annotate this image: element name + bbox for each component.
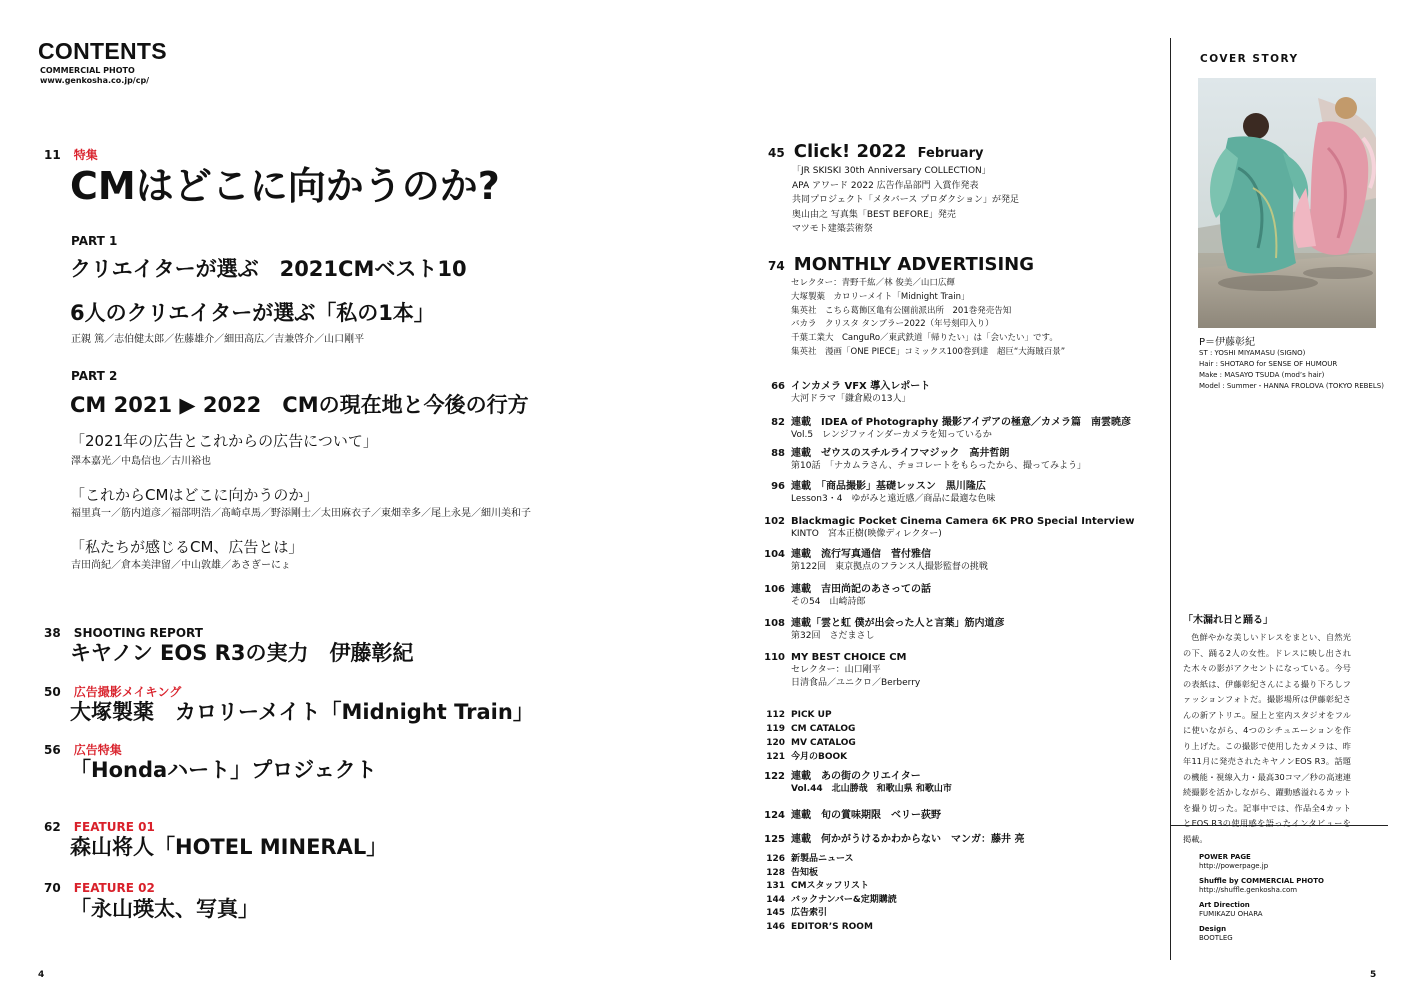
part2-section-3-names: 吉田尚紀／倉本美津留／中山敦雄／あさぎーにょ [71, 560, 291, 571]
page-number: 124 [764, 810, 785, 821]
list-item: 共同プロジェクト「メタバース プロダクション」が発足 [792, 195, 1019, 205]
click-month: February [917, 146, 984, 161]
list-item[interactable]: 131 CMスタッフリスト [766, 881, 870, 892]
part1-subheading[interactable]: 6人のクリエイターが選ぶ「私の1本」 [70, 301, 435, 325]
list-item: セレクター：青野千紘／林 俊美／山口広輝 [791, 278, 955, 288]
staff-entry: Design BOOTLEG [1199, 925, 1233, 942]
folio-left: 4 [38, 970, 45, 980]
entry-tag: SHOOTING REPORT [73, 626, 203, 640]
monthly-header[interactable] [768, 254, 1034, 275]
entry-title: 連載「雲と虹 僕が出会った人と言葉」筋内道彦 [791, 618, 1005, 629]
part2-section-3[interactable]: 「私たちが感じるCM、広告とは」 [70, 538, 304, 556]
list-item[interactable]: 128 告知板 [766, 867, 819, 878]
list-item: 大塚製薬 カロリーメイト「Midnight Train」 [791, 291, 970, 302]
page-number: 62 [44, 820, 61, 834]
feature-header [44, 144, 98, 163]
toc-entry [44, 681, 181, 700]
part2-label: PART 2 [71, 369, 118, 383]
column-divider [1170, 38, 1171, 960]
page-number: 56 [44, 743, 61, 757]
part2-section-1-names: 澤本嘉光／中島信也／古川裕也 [71, 456, 211, 467]
toc-entry[interactable] [745, 515, 1135, 541]
list-item: 集英社 漫画「ONE PIECE」コミックス100巻到達 超巨“大海賊百景” [791, 346, 1066, 357]
staff-entry: POWER PAGE http://powerpage.jp [1199, 853, 1269, 870]
page-number: 66 [771, 381, 785, 392]
entry-title: 連載 ゼウスのスチルライフマジック 高井哲朗 [791, 448, 1010, 459]
entry-title[interactable]: キヤノン EOS R3の実力 伊藤彰紀 [70, 641, 414, 665]
staff-entry: Shuffle by COMMERCIAL PHOTO http://shuffle.genkosha.com [1199, 877, 1324, 894]
page-number: 108 [764, 618, 785, 629]
entry-title: 連載 「商品撮影」基礎レッスン 黒川隆広 [791, 481, 986, 492]
part1-heading[interactable]: クリエイターが選ぶ 2021CMベスト10 [70, 257, 467, 281]
short-list [745, 708, 856, 764]
monthly-title: MONTHLY ADVERTISING [793, 254, 1035, 275]
entry-sub: Vol.5 レンジファインダーカメラを知っているか [791, 430, 992, 440]
list-item[interactable]: 145 広告索引 [766, 908, 828, 919]
toc-entry[interactable] [745, 617, 1004, 643]
entry-sub: 大河ドラマ「鎌倉殿の13人」 [791, 394, 911, 404]
page-number: 110 [764, 652, 785, 663]
click-title: Click! 2022 [793, 141, 907, 162]
part2-section-1[interactable]: 「2021年の広告とこれからの広告について」 [70, 432, 378, 450]
list-item[interactable]: 144 バックナンバー&定期購読 [766, 894, 897, 905]
page-number: 82 [771, 417, 785, 428]
toc-entry[interactable] [745, 447, 1086, 473]
page-number: 70 [44, 881, 61, 895]
click-items [792, 164, 1019, 237]
essay-body: 色鮮やかな美しいドレスをまとい、自然光の下、踊る2人の女性。ドレスに映し出された木々の影がアクセントになっている。今号の表紙は、伊藤彰紀さんによる撮り下ろしファッションフォトだ。撮影場所は伊藤彰紀さんの新アトリエ。屋上と室内スタジオをフルに使いながら、4つのシチュエーションを作り上げた。この撮影で使用したカメラは、昨年11月に発売されたキヤノンEOS R3。話題の機能・視線入力・最高30コマ／秒の高速連続撮影を活かしながら、躍動感溢れるカットを撮り切った。記事中では、作品全4カットとEOS R3の使用感を語ったインタビューを掲載。 [1183, 632, 1351, 844]
credit-line: Model : Summer・HANNA FROLOVA (TOKYO REBELS) [1199, 382, 1384, 390]
toc-entry[interactable] [745, 416, 1131, 442]
toc-entry[interactable] [745, 833, 1024, 846]
entry-tag: 広告撮影メイキング [73, 685, 182, 699]
staff-link[interactable]: http://powerpage.jp [1199, 862, 1269, 870]
entry-sub: KINTO 宮本正樹(映像ディレクター) [791, 529, 942, 539]
short-list [745, 853, 897, 935]
part2-section-2[interactable]: 「これからCMはどこに向かうのか」 [70, 486, 319, 504]
publication-url[interactable]: www.genkosha.co.jp/cp/ [40, 76, 150, 85]
list-item: 千葉工業大 CanguRo／東武鉄道「帰りたい」は「会いたい」です。 [791, 333, 1058, 344]
cover-photo[interactable] [1198, 78, 1376, 328]
list-item[interactable]: 112 PICK UP [766, 710, 832, 720]
page-number: 11 [44, 148, 61, 162]
entry-sub: 日清食品／ユニクロ／Berberry [791, 678, 921, 688]
click-header[interactable] [768, 141, 983, 162]
entry-sub: Lesson3・4 ゆがみと遠近感／商品に最適な色味 [791, 494, 996, 504]
monthly-items [791, 277, 1065, 360]
entry-title[interactable]: 大塚製薬 カロリーメイト「Midnight Train」 [70, 700, 534, 724]
page-number: 104 [764, 549, 785, 560]
entry-sub: 第122回 東京拠点のフランス人撮影監督の挑戦 [791, 562, 988, 572]
entry-title: MY BEST CHOICE CM [791, 652, 907, 663]
credit-line: Make : MASAYO TSUDA (mod’s hair) [1199, 371, 1325, 379]
entry-sub: Vol.44 北山勝哉 和歌山県 和歌山市 [791, 784, 952, 794]
part2-heading[interactable]: CM 2021 ▶ 2022 CMの現在地と今後の行方 [70, 393, 529, 417]
toc-entry[interactable] [745, 809, 941, 822]
entry-title: 連載 何かがうけるかわからない マンガ：藤井 亮 [791, 834, 1025, 845]
list-item[interactable]: 121 今月のBOOK [766, 752, 848, 762]
page-number: 106 [764, 584, 785, 595]
part1-label: PART 1 [71, 234, 118, 248]
toc-entry [44, 739, 122, 758]
entry-sub: その54 山崎詩郎 [791, 597, 866, 607]
entry-title[interactable]: 「Hondaハート」プロジェクト [70, 758, 377, 782]
list-item: 「JR SKISKI 30th Anniversary COLLECTION」 [792, 166, 991, 176]
toc-entry[interactable] [745, 380, 930, 406]
staff-entry: Art Direction FUMIKAZU OHARA [1199, 901, 1263, 918]
entry-title: 連載 あの街のクリエイター [791, 771, 921, 782]
entry-tag: FEATURE 02 [73, 881, 155, 895]
entry-title: 連載 IDEA of Photography 撮影アイデアの極意／カメラ篇 南雲暁彦 [791, 417, 1131, 428]
list-item: バカラ クリスタ タンブラー2022（年号刻印入り） [791, 319, 994, 330]
page-number: 125 [764, 834, 785, 845]
page-number: 122 [764, 771, 785, 782]
toc-entry[interactable] [745, 770, 952, 796]
cover-credits [1199, 348, 1384, 392]
toc-entry[interactable] [745, 480, 995, 506]
cover-photo-image [1198, 78, 1376, 328]
list-item: 集英社 こちら葛飾区亀有公園前派出所 201巻発売告知 [791, 305, 1012, 316]
page-number: 88 [771, 448, 785, 459]
toc-entry [44, 816, 155, 835]
credit-line: Hair : SHOTARO for SENSE OF HUMOUR [1199, 360, 1338, 368]
part2-section-2-names: 福里真一／筋内道彦／福部明浩／髙崎卓馬／野添剛士／太田麻衣子／東畑幸多／尾上永晃／細川美和子 [71, 508, 531, 519]
entry-sub: セレクター：山口剛平 [791, 665, 881, 675]
list-item: APA アワード 2022 広告作品部門 入賞作発表 [792, 180, 979, 191]
list-item[interactable]: 120 MV CATALOG [766, 738, 856, 748]
entry-sub: 第32回 さだまさし [791, 631, 875, 641]
feature-title[interactable]: CMはどこに向かうのか? [70, 164, 500, 208]
part1-names: 正親 篤／志伯健太郎／佐藤雄介／細田高広／吉兼啓介／山口剛平 [71, 334, 365, 345]
entry-title: 連載 吉田尚記のあさっての話 [791, 584, 931, 595]
list-item: 奥山由之 写真集「BEST BEFORE」発売 [792, 209, 956, 220]
entry-title: インカメラ VFX 導入レポート [791, 381, 931, 392]
folio-right: 5 [1370, 970, 1377, 980]
page-number: 102 [764, 516, 785, 527]
entry-title[interactable]: 森山将人「HOTEL MINERAL」 [70, 835, 388, 859]
entry-title: 連載 流行写真通信 菅付雅信 [791, 549, 931, 560]
toc-entry[interactable] [745, 583, 931, 609]
page-number: 96 [771, 481, 785, 492]
page-number: 38 [44, 626, 61, 640]
list-item[interactable]: 119 CM CATALOG [766, 724, 856, 734]
toc-entry[interactable] [745, 651, 920, 690]
entry-sub: 第10話 「ナカムラさん、チョコレートをもらったから、撮ってみよう」 [791, 461, 1087, 471]
toc-entry [44, 877, 155, 896]
contents-title: CONTENTS [38, 38, 167, 64]
entry-tag: 広告特集 [73, 743, 122, 757]
entry-title: Blackmagic Pocket Cinema Camera 6K PRO Special Interview [791, 516, 1135, 527]
staff-link[interactable]: http://shuffle.genkosha.com [1199, 886, 1298, 894]
essay-title: 「木漏れ日と踊る」 [1183, 615, 1273, 626]
list-item[interactable]: 146 EDITOR’S ROOM [766, 921, 873, 932]
cover-story-label: COVER STORY [1200, 53, 1299, 65]
entry-title[interactable]: 「永山瑛太、写真」 [70, 897, 259, 921]
page-number: 45 [768, 146, 785, 160]
feature-tag: 特集 [73, 148, 98, 162]
publication-info [40, 66, 149, 86]
publication-name: COMMERCIAL PHOTO [40, 66, 135, 75]
page-number: 74 [768, 259, 785, 273]
photographer-credit: P＝伊藤彰紀 [1199, 337, 1256, 348]
staff-credits [1199, 853, 1324, 943]
toc-entry[interactable] [745, 548, 988, 574]
credit-line: ST : YOSHI MIYAMASU (SIGNO) [1199, 349, 1306, 357]
list-item[interactable]: 126 新製品ニュース [766, 854, 854, 864]
page-number: 50 [44, 685, 61, 699]
entry-tag: FEATURE 01 [73, 820, 155, 834]
entry-title: 連載 旬の賞味期限 ベリー荻野 [791, 810, 941, 821]
list-item: マツモト建築芸術祭 [792, 224, 873, 234]
toc-entry [44, 622, 203, 641]
